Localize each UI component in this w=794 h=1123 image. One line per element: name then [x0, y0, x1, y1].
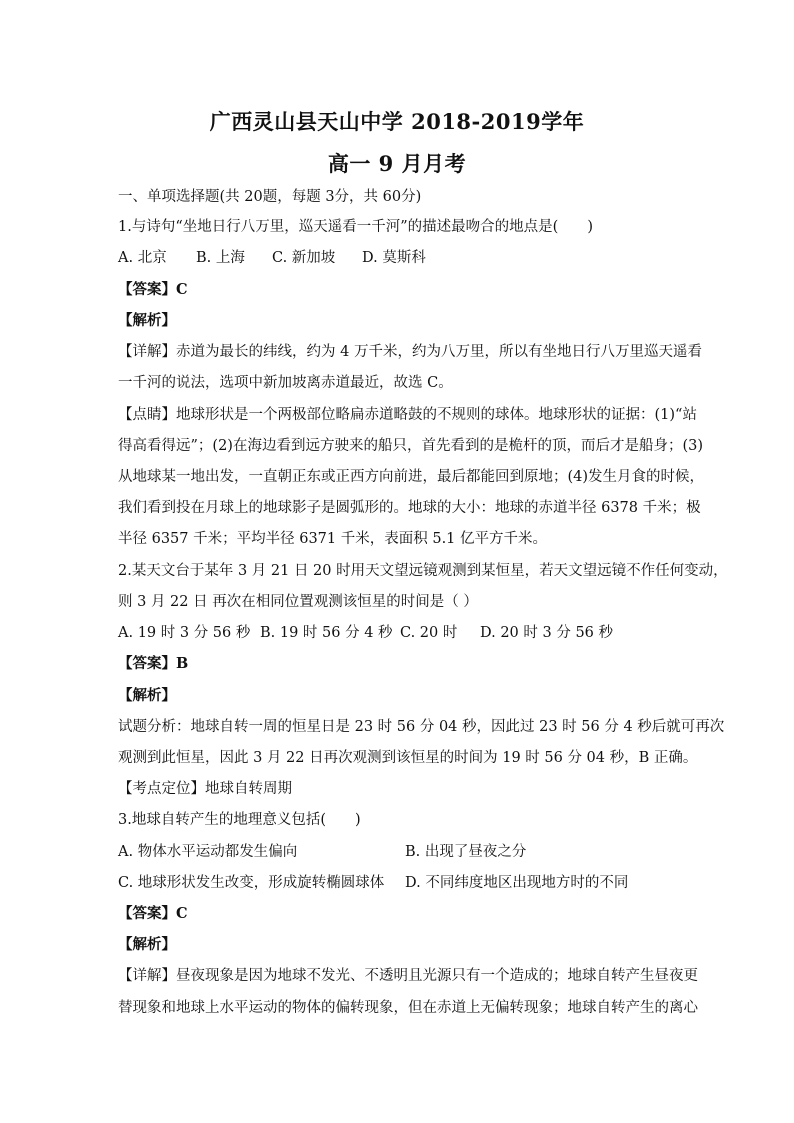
question-2-option-b: B. 19 时 56 分 4 秒 [260, 625, 393, 641]
question-2-option-c: C. 20 时 [400, 625, 458, 641]
question-1-option-a: A. 北京 [118, 250, 167, 266]
question-2-option-d: D. 20 时 3 分 56 秒 [480, 625, 613, 641]
question-3-options-row-1 [118, 842, 688, 862]
question-2-options [118, 623, 688, 643]
question-1-stem: 1.与诗句“坐地日行八万里，巡天遥看一千河”的描述最吻合的地点是( ) [118, 219, 593, 235]
question-3-stem: 3.地球自转产生的地理意义包括( ) [118, 812, 361, 828]
question-1-tips-line: 我们看到投在月球上的地球影子是圆弧形的。地球的大小：地球的赤道半径 6378 千米；极 [118, 500, 701, 516]
question-1-tips-line: 得高看得远”；(2)在海边看到远方驶来的船只，首先看到的是桅杆的顶，而后才是船身；(3) [118, 438, 703, 454]
question-2-analysis-line: 观测到此恒星，因此 3 月 22 日再次观测到该恒星的时间为 19 时 56 分 04 秒，B 正确。 [118, 750, 698, 766]
document-subtitle: 高一 9 月月考 [327, 151, 467, 176]
question-2-option-a: A. 19 时 3 分 56 秒 [118, 625, 251, 641]
question-3-option-a: A. 物体水平运动都发生偏向 [118, 844, 298, 860]
section-heading: 一、单项选择题(共 20题，每题 3分，共 60分) [118, 189, 422, 205]
question-1-option-d: D. 莫斯科 [362, 250, 426, 266]
question-1-tips-line: 从地球某一地出发，一直朝正东或正西方向前进，最后都能回到原地；(4)发生月食的时候， [118, 469, 705, 485]
question-3-option-b: B. 出现了昼夜之分 [405, 844, 527, 860]
question-2-analysis-line: 试题分析：地球自转一周的恒星日是 23 时 56 分 04 秒，因此过 23 时 56 分 4 秒后就可再次 [118, 719, 725, 735]
question-3-answer: 【答案】C [118, 905, 188, 922]
document-title: 广西灵山县天山中学 2018-2019学年 [209, 109, 585, 134]
question-3-detail-line: 替现象和地球上水平运动的物体的偏转现象，但在赤道上无偏转现象；地球自转产生的离心 [118, 1000, 698, 1016]
question-1-detail-line: 一千河的说法，选项中新加坡离赤道最近，故选 C。 [118, 375, 453, 391]
question-2-stem: 2.某天文台于某年 3 月 21 日 20 时用天文望远镜观测到某恒星，若天文望远镜不作任何变动， [118, 563, 728, 579]
question-3-analysis-label: 【解析】 [118, 936, 176, 953]
question-1-option-b: B. 上海 [196, 250, 245, 266]
question-1-tips-line: 半径 6357 千米；平均半径 6371 千米，表面积 5.1 亿平方千米。 [118, 531, 548, 547]
question-2-answer: 【答案】B [118, 655, 189, 672]
question-3-options-row-2 [118, 873, 688, 893]
question-1-options [118, 248, 688, 268]
question-1-option-c: C. 新加坡 [272, 250, 336, 266]
question-2-analysis-label: 【解析】 [118, 687, 176, 704]
question-2-knowledge-point: 【考点定位】地球自转周期 [118, 781, 292, 797]
question-1-detail-line: 【详解】赤道为最长的纬线，约为 4 万千米，约为八万里，所以有坐地日行八万里巡天遥看 [118, 344, 702, 360]
question-3-option-c: C. 地球形状发生改变，形成旋转椭圆球体 [118, 875, 385, 891]
question-3-detail-line: 【详解】昼夜现象是因为地球不发光、不透明且光源只有一个造成的；地球自转产生昼夜更 [118, 968, 698, 984]
question-2-stem: 则 3 月 22 日 再次在相同位置观测该恒星的时间是（ ） [118, 594, 478, 610]
question-3-option-d: D. 不同纬度地区出现地方时的不同 [405, 875, 629, 891]
question-1-tips-line: 【点睛】地球形状是一个两极部位略扁赤道略鼓的不规则的球体。地球形状的证据：(1)“站 [118, 407, 697, 423]
question-1-analysis-label: 【解析】 [118, 312, 176, 329]
question-1-answer: 【答案】C [118, 281, 188, 298]
